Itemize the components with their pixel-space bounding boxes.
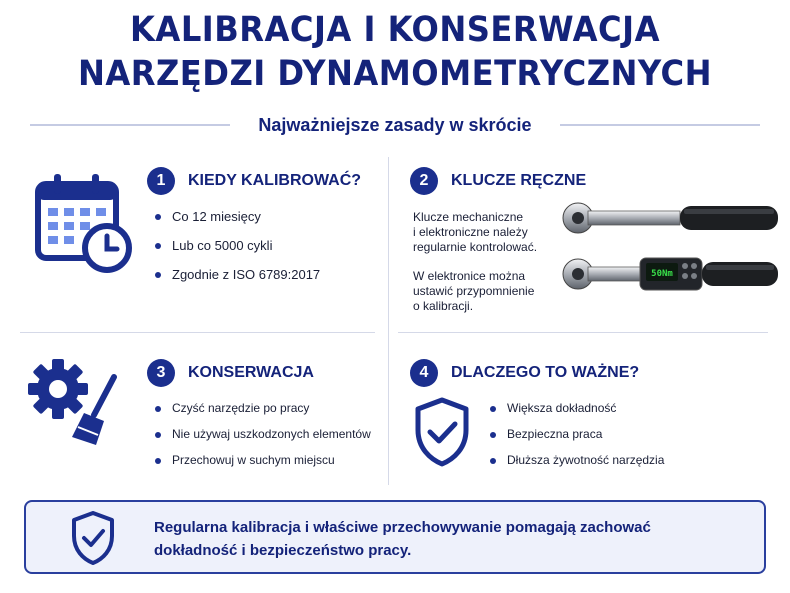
gear-broom-icon [24, 355, 124, 450]
list-item: Co 12 miesięcy [152, 209, 320, 224]
section-3-title: KONSERWACJA [188, 364, 314, 381]
list-item: Dłuższa żywotność narzędzia [487, 453, 664, 467]
footer-box [24, 500, 766, 574]
section-2-title: KLUCZE RĘCZNE [451, 172, 587, 189]
mechanical-torque-wrench [560, 198, 782, 238]
list-item: Większa dokładność [487, 401, 664, 415]
section-2-number: 2 [410, 167, 438, 195]
section-3-number: 3 [147, 359, 175, 387]
list-item: Zgodnie z ISO 6789:2017 [152, 267, 320, 282]
list-item: Przechowuj w suchym miejscu [152, 453, 371, 467]
list-item: Czyść narzędzie po pracy [152, 401, 371, 415]
list-item: Lub co 5000 cykli [152, 238, 320, 253]
section-1-list [152, 209, 320, 282]
section-4-title: DLACZEGO TO WAŻNE? [451, 364, 640, 381]
electronic-torque-wrench [560, 252, 782, 296]
shield-check-icon [412, 396, 472, 468]
section-4-number: 4 [410, 359, 438, 387]
subtitle-rule-right [560, 124, 760, 126]
list-item: Bezpieczna praca [487, 427, 664, 441]
subtitle-row [30, 112, 760, 138]
list-item: Nie używaj uszkodzonych elementów [152, 427, 371, 441]
section-1-title: KIEDY KALIBROWAĆ? [188, 172, 362, 189]
subtitle: Najważniejsze zasady w skrócie [258, 115, 532, 135]
page-title [32, 8, 759, 96]
title-line-1: KALIBRACJA I KONSERWACJA [130, 10, 660, 50]
torque-display: 50Nm [651, 269, 673, 279]
title-line-2: NARZĘDZI DYNAMOMETRYCZNYCH [77, 54, 713, 94]
section-2-paragraph-2: W elektronice można ustawić przypomnienie o kalibracji. [413, 269, 535, 313]
shield-check-icon [70, 510, 116, 566]
horizontal-divider-right [398, 332, 768, 333]
footer-text: Regularna kalibracja i właściwe przechowywanie pomagają zachować dokładność i bezpieczeństwo pracy. [154, 519, 651, 559]
vertical-divider [388, 157, 389, 485]
section-3-list [152, 401, 371, 467]
section-1-number: 1 [147, 167, 175, 195]
section-4-list [487, 401, 664, 467]
section-2-paragraph-1: Klucze mechaniczne i elektroniczne należy regularnie kontrolować. [413, 210, 538, 254]
calendar-clock-icon [34, 170, 134, 275]
horizontal-divider-left [20, 332, 375, 333]
